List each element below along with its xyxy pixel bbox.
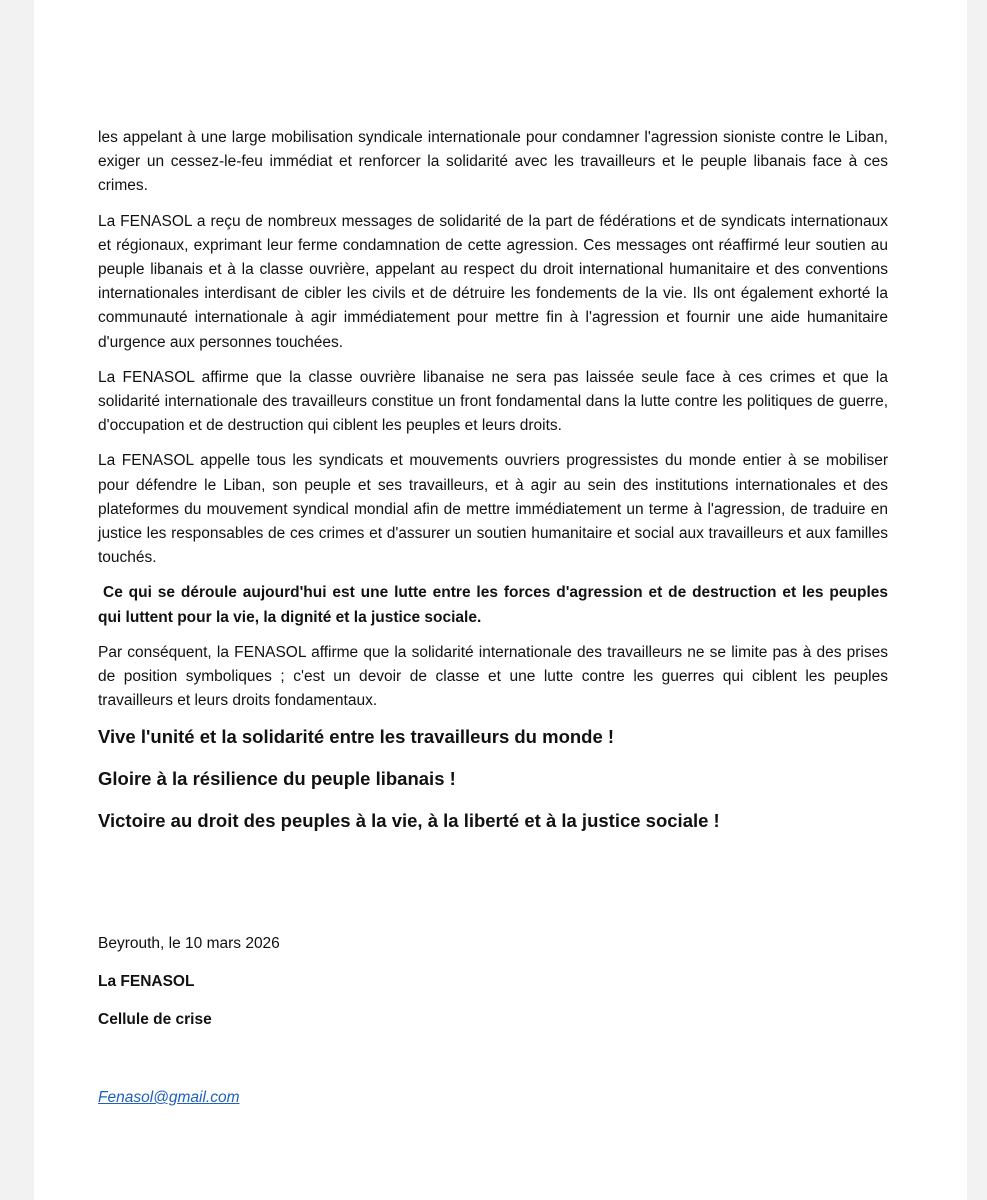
- slogan-unity: Vive l'unité et la solidarité entre les travailleurs du monde !: [98, 726, 615, 748]
- document-body: [98, 126, 888, 834]
- organization-name: La FENASOL: [98, 973, 195, 990]
- paragraph-conclusion: Par conséquent, la FENASOL affirme que la solidarité internationale des travailleurs ne se limite pas à des prises de position symboliques ; c'est un devoir de classe et une lutte contre les guerres qui ciblent les peuples travailleurs et leurs droits fondamentaux.: [98, 643, 888, 710]
- place-date: Beyrouth, le 10 mars 2026: [98, 935, 280, 952]
- slogan-victory: Victoire au droit des peuples à la vie, à la liberté et à la justice sociale !: [98, 810, 720, 832]
- document-page: [34, 0, 967, 1200]
- signature-block: [98, 932, 280, 1046]
- paragraph-solidarity-messages: La FENASOL a reçu de nombreux messages de solidarité de la part de fédérations et de syndicats internationaux et régionaux, exprimant leur ferme condamnation de cette agression. Ces messages ont réaffirmé leur soutien au peuple libanais et à la classe ouvrière, appelant au respect du droit international humanitaire et des conventions internationales interdisant de cibler les civils et de détruire les fondements de la vie. Ils ont également exhorté la communauté internationale à agir immédiatement pour mettre fin à l'agression et fournir une aide humanitaire d'urgence aux personnes touchées.: [98, 212, 888, 351]
- slogan-resilience: Gloire à la résilience du peuple libanais !: [98, 768, 456, 790]
- paragraph-mobilisation: les appelant à une large mobilisation syndicale internationale pour condamner l'agression sioniste contre le Liban, exiger un cessez-le-feu immédiat et renforcer la solidarité avec les travailleurs et le peuple libanais face à ces crimes.: [98, 129, 888, 195]
- crisis-unit: Cellule de crise: [98, 1011, 212, 1028]
- paragraph-struggle-statement: Ce qui se déroule aujourd'hui est une lutte entre les forces d'agression et de destruction et les peuples qui luttent pour la vie, la dignité et la justice sociale.: [98, 584, 888, 626]
- paragraph-working-class: La FENASOL affirme que la classe ouvrière libanaise ne sera pas laissée seule face à ces crimes et que la solidarité internationale des travailleurs constitue un front fondamental dans la lutte contre les politiques de guerre, d'occupation et de destruction qui ciblent les peuples et leurs droits.: [98, 368, 888, 435]
- email-link[interactable]: Fenasol@gmail.com: [98, 1089, 240, 1106]
- paragraph-call-to-action: La FENASOL appelle tous les syndicats et mouvements ouvriers progressistes du monde entier à se mobiliser pour défendre le Liban, son peuple et ses travailleurs, et à agir au sein des institutions internationales et des plateformes du mouvement syndical mondial afin de mettre immédiatement un terme à l'agression, de traduire en justice les responsables de ces crimes et d'assurer un soutien humanitaire et social aux travailleurs et aux familles touchés.: [98, 452, 888, 567]
